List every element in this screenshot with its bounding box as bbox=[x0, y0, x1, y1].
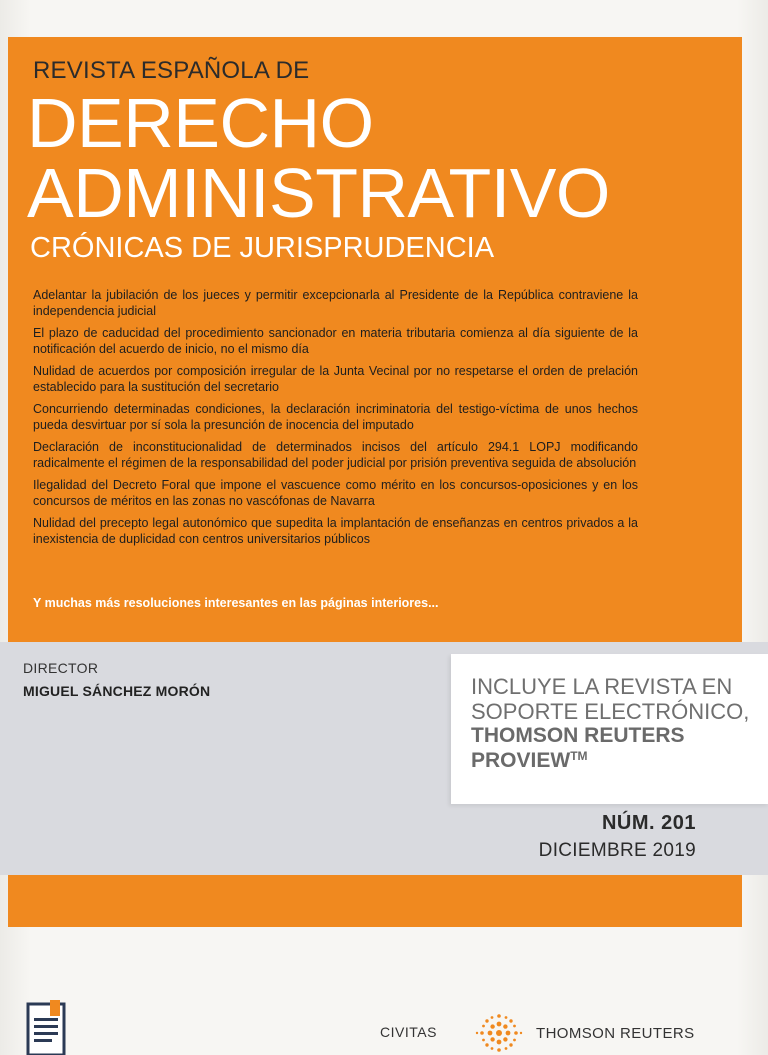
article-item: El plazo de caducidad del procedimiento sancionador en materia tributaria comienza al día siguiente de la notificación del acuerdo de inicio, no el mismo día bbox=[33, 326, 638, 356]
publisher-civitas: CIVITAS bbox=[380, 1024, 437, 1040]
article-item: Adelantar la jubilación de los jueces y permitir excepcionarla al Presidente de la República contraviene la independencia judicial bbox=[33, 288, 638, 318]
article-item: Ilegalidad del Decreto Foral que impone el vascuence como mérito en los concursos-oposiciones y en los concursos de méritos en las zonas no vascófonas de Navarra bbox=[33, 478, 638, 508]
article-item: Nulidad del precepto legal autonómico que supedita la implantación de enseñanzas en centros privados a la inexistencia de duplicidad con centros universitarios públicos bbox=[33, 516, 638, 546]
publisher-thomson-reuters: THOMSON REUTERS bbox=[536, 1025, 695, 1042]
proview-promo-box bbox=[451, 654, 768, 804]
director-label: DIRECTOR bbox=[23, 660, 99, 676]
more-resolutions-note: Y muchas más resoluciones interesantes en las páginas interiores... bbox=[33, 596, 439, 610]
issue-number: NÚM. 201 bbox=[601, 812, 696, 834]
issue-date: DICIEMBRE 2019 bbox=[538, 840, 696, 861]
proview-text: PROVIEW bbox=[471, 749, 571, 772]
journal-title-line1: DERECHO bbox=[27, 84, 374, 162]
trademark-symbol: TM bbox=[570, 749, 588, 763]
section-title: CRÓNICAS DE JURISPRUDENCIA bbox=[30, 232, 495, 264]
document-icon bbox=[26, 1000, 68, 1055]
article-item: Nulidad de acuerdos por composición irregular de la Junta Vecinal por no respetarse el orden de prelación establecido para la sustitución del secretario bbox=[33, 364, 638, 394]
promo-line1: INCLUYE LA REVISTA EN bbox=[471, 674, 733, 699]
article-item: Concurriendo determinadas condiciones, la declaración incriminatoria del testigo-víctima de unos hechos pueda desvirtuar por sí sola la presunción de inocencia del imputado bbox=[33, 402, 638, 432]
director-name: MIGUEL SÁNCHEZ MORÓN bbox=[23, 683, 211, 699]
promo-line4 bbox=[471, 749, 588, 773]
promo-line2: SOPORTE ELECTRÓNICO, bbox=[471, 699, 750, 724]
journal-title bbox=[27, 84, 610, 232]
promo-line3: THOMSON REUTERS bbox=[471, 724, 685, 747]
thomson-reuters-logo-icon bbox=[474, 1012, 524, 1055]
journal-title-line2: ADMINISTRATIVO bbox=[27, 154, 610, 232]
journal-subtitle: REVISTA ESPAÑOLA DE bbox=[33, 57, 310, 84]
article-item: Declaración de inconstitucionalidad de determinados incisos del artículo 294.1 LOPJ modificando radicalmente el régimen de la responsabilidad del poder judicial por prisión preventiva seguida de absolución bbox=[33, 440, 638, 470]
article-list bbox=[33, 287, 638, 553]
